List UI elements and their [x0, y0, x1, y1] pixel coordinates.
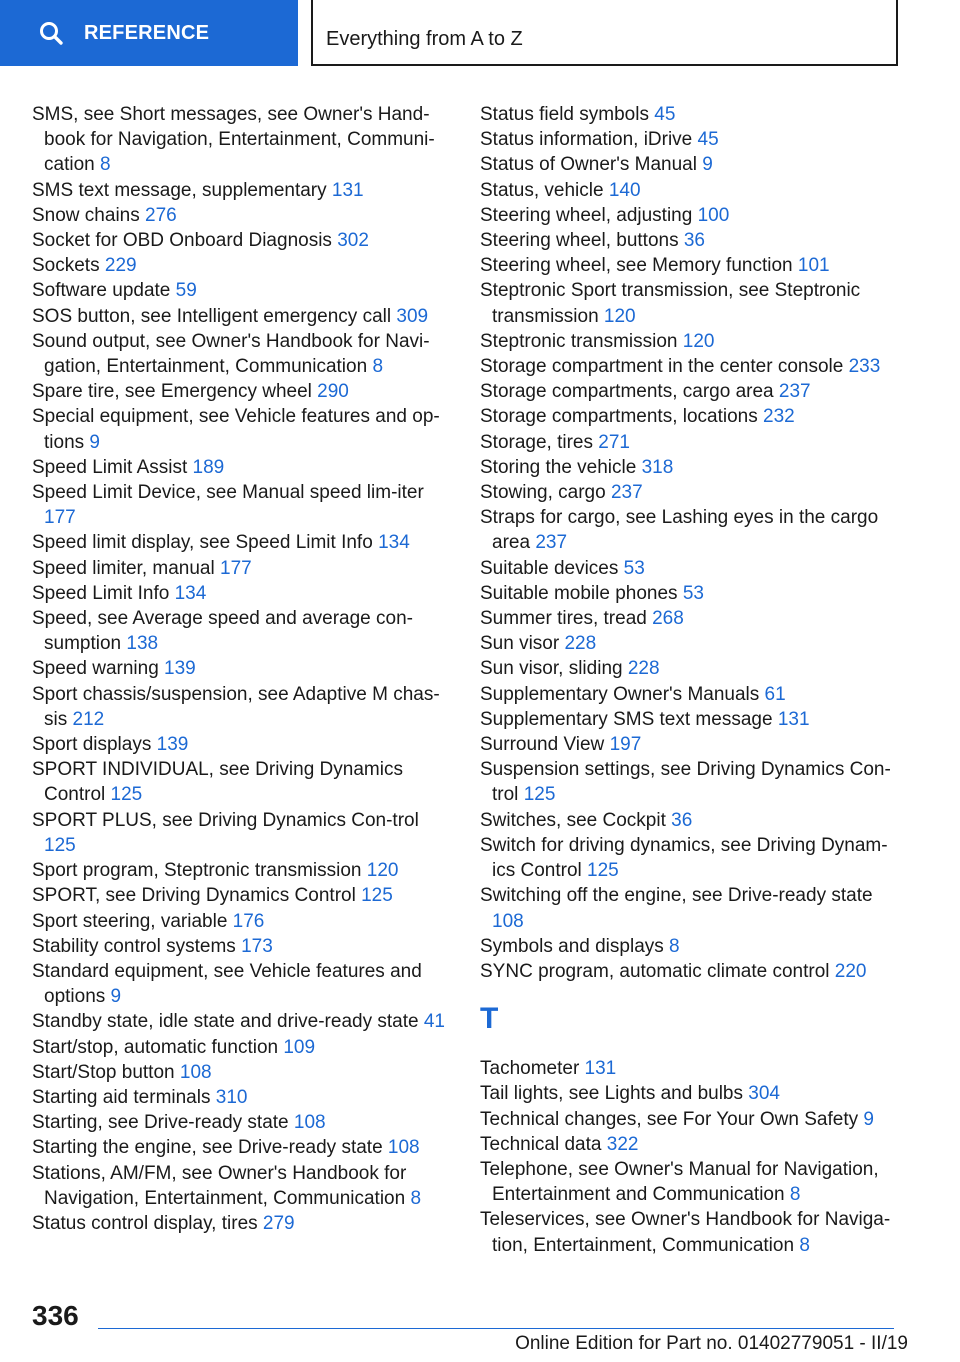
- index-entry-text: Speed limit display, see Speed Limit Info: [32, 532, 379, 554]
- index-entry-text: Sound output, see Owner's Handbook for Navi-gation, Entertainment, Communication: [32, 330, 430, 378]
- page-reference-link[interactable]: 125: [523, 784, 556, 806]
- index-entry-text: Teleservices, see Owner's Handbook for Naviga-tion, Entertainment, Communication: [480, 1209, 891, 1256]
- index-entry: [480, 757, 900, 807]
- page-reference-link[interactable]: 108: [387, 1137, 420, 1159]
- index-column-left: [32, 102, 452, 1236]
- index-entry: [480, 1207, 900, 1257]
- index-entry-text: Suspension settings, see Driving Dynamics Con-trol: [480, 759, 891, 806]
- index-entry: [32, 228, 452, 253]
- index-entry-text: Software update: [32, 280, 176, 302]
- index-entry-text: Switch for driving dynamics, see Driving Dynam-ics Control: [480, 834, 888, 882]
- index-entry-text: Speed limiter, manual: [32, 557, 220, 579]
- page-reference-link[interactable]: 228: [627, 658, 660, 680]
- index-entry-text: SPORT INDIVIDUAL, see Driving Dynamics Control: [32, 759, 403, 806]
- page-reference-link[interactable]: 271: [598, 431, 630, 453]
- page-reference-link[interactable]: 8: [789, 1184, 801, 1206]
- index-entry: [480, 1107, 900, 1132]
- index-entry: [32, 1161, 452, 1211]
- index-entry-text: Sport program, Steptronic transmission: [32, 860, 367, 882]
- page-reference-link[interactable]: 237: [610, 482, 643, 504]
- page-reference-link[interactable]: 36: [683, 230, 705, 252]
- index-entry-text: Steptronic transmission: [480, 330, 683, 352]
- index-entry-text: Sport chassis/suspension, see Adaptive M chas-sis: [32, 683, 440, 730]
- index-entry: [32, 480, 452, 530]
- page-reference-link[interactable]: 8: [669, 935, 680, 957]
- index-entry: [480, 707, 900, 732]
- index-entry-text: Storage compartments, cargo area: [480, 381, 779, 403]
- page-reference-link[interactable]: 100: [697, 204, 730, 226]
- search-icon: [38, 20, 64, 46]
- index-entry: [480, 1157, 900, 1207]
- index-entry: [480, 656, 900, 681]
- page-reference-link[interactable]: 232: [763, 406, 795, 428]
- index-entry-text: Stowing, cargo: [480, 482, 611, 504]
- page-reference-link[interactable]: 177: [44, 507, 76, 529]
- index-entry: [480, 959, 900, 984]
- page-reference-link[interactable]: 220: [834, 960, 867, 982]
- page-reference-link[interactable]: 302: [337, 230, 369, 252]
- page-reference-link[interactable]: 125: [587, 860, 619, 882]
- index-entry: [480, 1056, 900, 1081]
- page-reference-link[interactable]: 9: [89, 431, 100, 453]
- index-entry: [32, 1009, 452, 1034]
- index-entry-text: Speed warning: [32, 658, 165, 680]
- index-entry: [480, 379, 900, 404]
- page-header: [0, 0, 960, 66]
- index-entry-text: Speed Limit Info: [32, 582, 175, 604]
- index-entry-text: SMS text message, supplementary: [32, 179, 332, 201]
- page-reference-link[interactable]: 140: [608, 179, 641, 201]
- page-reference-link[interactable]: 108: [179, 1061, 212, 1083]
- index-entry-text: Suitable mobile phones: [480, 582, 683, 604]
- index-entry-text: Switches, see Cockpit: [480, 809, 672, 831]
- index-entry: [32, 1110, 452, 1135]
- index-entry-text: Standard equipment, see Vehicle features and options: [32, 960, 422, 1008]
- index-entry: [480, 631, 900, 656]
- index-entry: [480, 228, 900, 253]
- index-entry: [480, 883, 900, 933]
- index-entry-text: Speed Limit Device, see Manual speed lim-iter: [32, 482, 424, 504]
- index-entry: [480, 1081, 900, 1106]
- index-entry: [32, 379, 452, 404]
- index-entry-text: Storing the vehicle: [480, 456, 642, 478]
- index-entry: [480, 178, 900, 203]
- index-entry-text: Steering wheel, see Memory function: [480, 255, 798, 277]
- page-reference-link[interactable]: 9: [110, 986, 122, 1008]
- index-entry: [480, 682, 900, 707]
- page-reference-link[interactable]: 53: [623, 557, 645, 579]
- page-number: 336: [32, 1300, 79, 1331]
- index-entry: [32, 556, 452, 581]
- page-reference-link[interactable]: 228: [564, 633, 597, 655]
- page-reference-link[interactable]: 41: [423, 1011, 445, 1033]
- section-tab: [311, 0, 898, 66]
- page-reference-link[interactable]: 61: [764, 683, 786, 705]
- reference-tab[interactable]: [0, 0, 298, 66]
- index-entry-text: Telephone, see Owner's Manual for Navigation, Entertainment and Communication: [480, 1158, 879, 1206]
- page-reference-link[interactable]: 131: [777, 708, 810, 730]
- edition-text: Online Edition for Part no. 01402779051 - II/19: [515, 1333, 908, 1354]
- index-entry: [32, 732, 452, 757]
- index-entry-text: Stations, AM/FM, see Owner's Handbook for Navigation, Entertainment, Communication: [32, 1162, 411, 1209]
- index-entry: [32, 858, 452, 883]
- index-entry-text: Starting, see Drive-ready state: [32, 1112, 294, 1134]
- page-reference-link[interactable]: 309: [396, 305, 429, 327]
- index-entry-text: Status field symbols: [480, 104, 655, 125]
- index-entry-text: Speed, see Average speed and average con-sumption: [32, 608, 413, 655]
- index-entry-text: Suitable devices: [480, 557, 624, 579]
- page-reference-link[interactable]: 59: [175, 280, 197, 302]
- index-entry-text: Surround View: [480, 734, 610, 756]
- index-entry-text: Technical changes, see For Your Own Safety: [480, 1108, 864, 1130]
- index-entry: [480, 934, 900, 959]
- page-reference-link[interactable]: 233: [848, 356, 881, 378]
- index-entry-text: Storage compartment in the center console: [480, 356, 849, 378]
- page-reference-link[interactable]: 310: [215, 1086, 248, 1108]
- index-entry-text: Stability control systems: [32, 935, 242, 957]
- index-entry: [32, 329, 452, 379]
- page-reference-link[interactable]: 279: [262, 1212, 295, 1234]
- page-reference-link[interactable]: 9: [863, 1108, 874, 1130]
- index-entry: [480, 833, 900, 883]
- page-reference-link[interactable]: 189: [192, 456, 225, 478]
- index-entry-text: Sockets: [32, 255, 105, 277]
- page-reference-link[interactable]: 318: [641, 456, 674, 478]
- index-entry: [32, 581, 452, 606]
- index-entry: [480, 127, 900, 152]
- index-entry-text: Sport displays: [32, 734, 157, 756]
- index-entry-text: Status, vehicle: [480, 179, 609, 201]
- page-reference-link[interactable]: 212: [72, 708, 105, 730]
- page-reference-link[interactable]: 108: [492, 910, 524, 932]
- index-entry-text: SPORT PLUS, see Driving Dynamics Con-trol: [32, 809, 419, 831]
- section-title: Everything from A to Z: [326, 28, 523, 50]
- page-reference-link[interactable]: 108: [293, 1112, 326, 1134]
- index-column-right: [480, 102, 900, 1258]
- index-entry: [32, 606, 452, 656]
- page-reference-link[interactable]: 139: [164, 658, 196, 680]
- index-entry-text: SMS, see Short messages, see Owner's Hand-book for Navigation, Entertainment, Communi-cation: [32, 104, 435, 176]
- index-entry: [32, 102, 452, 178]
- page-reference-link[interactable]: 268: [652, 608, 684, 630]
- index-entry-text: SYNC program, automatic climate control: [480, 960, 835, 982]
- page-reference-link[interactable]: 176: [232, 910, 265, 932]
- index-entry-text: Starting aid terminals: [32, 1086, 216, 1108]
- page-reference-link[interactable]: 237: [535, 532, 568, 554]
- index-entry-text: Steering wheel, buttons: [480, 230, 684, 252]
- index-entry: [32, 1085, 452, 1110]
- index-entry: [32, 404, 452, 454]
- index-entry: [32, 253, 452, 278]
- index-group-s: [480, 102, 900, 984]
- page-reference-link[interactable]: 101: [797, 255, 830, 277]
- index-entry-text: Supplementary SMS text message: [480, 708, 778, 730]
- index-entry: [32, 278, 452, 303]
- index-entry: [32, 1135, 452, 1160]
- index-entry-text: Standby state, idle state and drive-ready state: [32, 1011, 424, 1033]
- index-entry-text: Storage compartments, locations: [480, 406, 764, 428]
- page-reference-link[interactable]: 237: [778, 381, 811, 403]
- index-entry: [32, 959, 452, 1009]
- index-entry-text: Status of Owner's Manual: [480, 154, 703, 176]
- index-entry: [32, 455, 452, 480]
- page-reference-link[interactable]: 125: [110, 784, 143, 806]
- index-entry-text: Status control display, tires: [32, 1212, 263, 1234]
- index-entry: [32, 909, 452, 934]
- index-entry: [480, 505, 900, 555]
- index-entry-text: Sun visor, sliding: [480, 658, 628, 680]
- index-entry-text: Speed Limit Assist: [32, 456, 193, 478]
- index-entry-text: Steering wheel, adjusting: [480, 204, 698, 226]
- index-entry-text: Spare tire, see Emergency wheel: [32, 381, 318, 403]
- page-reference-link[interactable]: 36: [671, 809, 693, 831]
- index-entry-text: Snow chains: [32, 204, 146, 226]
- page-reference-link[interactable]: 120: [682, 330, 715, 352]
- index-entry-text: Summer tires, tread: [480, 608, 653, 630]
- page-reference-link[interactable]: 53: [682, 582, 704, 604]
- page-reference-link[interactable]: 8: [99, 154, 111, 176]
- index-entry: [32, 178, 452, 203]
- index-entry-text: Tail lights, see Lights and bulbs: [480, 1083, 749, 1105]
- index-entry-text: Steptronic Sport transmission, see Steptronic transmission: [480, 280, 861, 327]
- index-entry: [32, 203, 452, 228]
- index-entry: [480, 606, 900, 631]
- section-letter: T: [480, 1002, 499, 1036]
- page-reference-link[interactable]: 322: [606, 1133, 639, 1155]
- index-entry: [480, 102, 900, 127]
- page-reference-link[interactable]: 276: [145, 204, 177, 226]
- index-entry: [32, 530, 452, 555]
- index-entry-text: Symbols and displays: [480, 935, 670, 957]
- index-entry: [480, 556, 900, 581]
- index-entry: [480, 732, 900, 757]
- page-reference-link[interactable]: 109: [283, 1036, 316, 1058]
- index-entry: [480, 253, 900, 278]
- index-group-t: [480, 1056, 900, 1258]
- page-reference-link[interactable]: 125: [44, 834, 76, 856]
- index-entry: [32, 883, 452, 908]
- index-entry-text: SOS button, see Intelligent emergency call: [32, 305, 397, 327]
- page-reference-link[interactable]: 173: [241, 935, 273, 957]
- index-entry: [480, 430, 900, 455]
- index-entry: [480, 203, 900, 228]
- index-entry: [32, 1211, 452, 1236]
- index-entry: [32, 757, 452, 807]
- index-entry-text: Tachometer: [480, 1058, 585, 1080]
- index-entry: [32, 304, 452, 329]
- index-entry-text: Storage, tires: [480, 431, 599, 453]
- page-reference-link[interactable]: 120: [603, 305, 636, 327]
- index-entry-text: Sport steering, variable: [32, 910, 233, 932]
- index-entry: [480, 1132, 900, 1157]
- index-entry-text: Status information, iDrive: [480, 129, 698, 151]
- page-reference-link[interactable]: 120: [366, 860, 399, 882]
- index-entry: [32, 656, 452, 681]
- page-reference-link[interactable]: 134: [378, 532, 410, 554]
- index-entry-text: Switching off the engine, see Drive-ready state: [480, 885, 873, 907]
- index-entry: [480, 278, 900, 328]
- page-reference-link[interactable]: 177: [220, 557, 252, 579]
- page-reference-link[interactable]: 304: [748, 1083, 780, 1105]
- page-reference-link[interactable]: 139: [156, 734, 189, 756]
- index-entry-text: Sun visor: [480, 633, 565, 655]
- page-reference-link[interactable]: 131: [584, 1058, 617, 1080]
- index-entry-text: Technical data: [480, 1133, 607, 1155]
- page-reference-link[interactable]: 8: [372, 356, 384, 378]
- index-entry: [480, 152, 900, 177]
- page-reference-link[interactable]: 45: [654, 104, 676, 125]
- index-entry-text: Socket for OBD Onboard Diagnosis: [32, 230, 338, 252]
- page-reference-link[interactable]: 9: [702, 154, 713, 176]
- page-reference-link[interactable]: 45: [697, 129, 719, 151]
- index-entry: [480, 404, 900, 429]
- index-entry: [32, 682, 452, 732]
- index-entry-text: Supplementary Owner's Manuals: [480, 683, 765, 705]
- index-entry-text: SPORT, see Driving Dynamics Control: [32, 885, 362, 907]
- index-entry: [480, 329, 900, 354]
- index-entry: [480, 354, 900, 379]
- page-reference-link[interactable]: 229: [104, 255, 137, 277]
- reference-label: REFERENCE: [84, 21, 210, 44]
- page-reference-link[interactable]: 138: [126, 633, 159, 655]
- index-entry: [480, 808, 900, 833]
- index-entry-text: Special equipment, see Vehicle features and op-tions: [32, 406, 440, 453]
- index-entry: [480, 581, 900, 606]
- page-reference-link[interactable]: 125: [361, 885, 393, 907]
- page-reference-link[interactable]: 290: [317, 381, 349, 403]
- page-reference-link[interactable]: 8: [799, 1234, 810, 1256]
- page-reference-link[interactable]: 131: [331, 179, 364, 201]
- index-entry: [480, 455, 900, 480]
- index-entry: [32, 1060, 452, 1085]
- index-entry-text: Start/Stop button: [32, 1061, 180, 1083]
- index-entry: [32, 934, 452, 959]
- index-entry-text: Starting the engine, see Drive-ready state: [32, 1137, 388, 1159]
- page-reference-link[interactable]: 197: [609, 734, 642, 756]
- footer-divider: [98, 1328, 894, 1329]
- index-entry: [480, 480, 900, 505]
- index-entry-text: Start/stop, automatic function: [32, 1036, 284, 1058]
- index-entry-text: Straps for cargo, see Lashing eyes in the cargo area: [480, 507, 879, 554]
- index-entry: [32, 1035, 452, 1060]
- index-entry: [32, 808, 452, 858]
- page-reference-link[interactable]: 134: [174, 582, 207, 604]
- page-reference-link[interactable]: 8: [410, 1187, 422, 1209]
